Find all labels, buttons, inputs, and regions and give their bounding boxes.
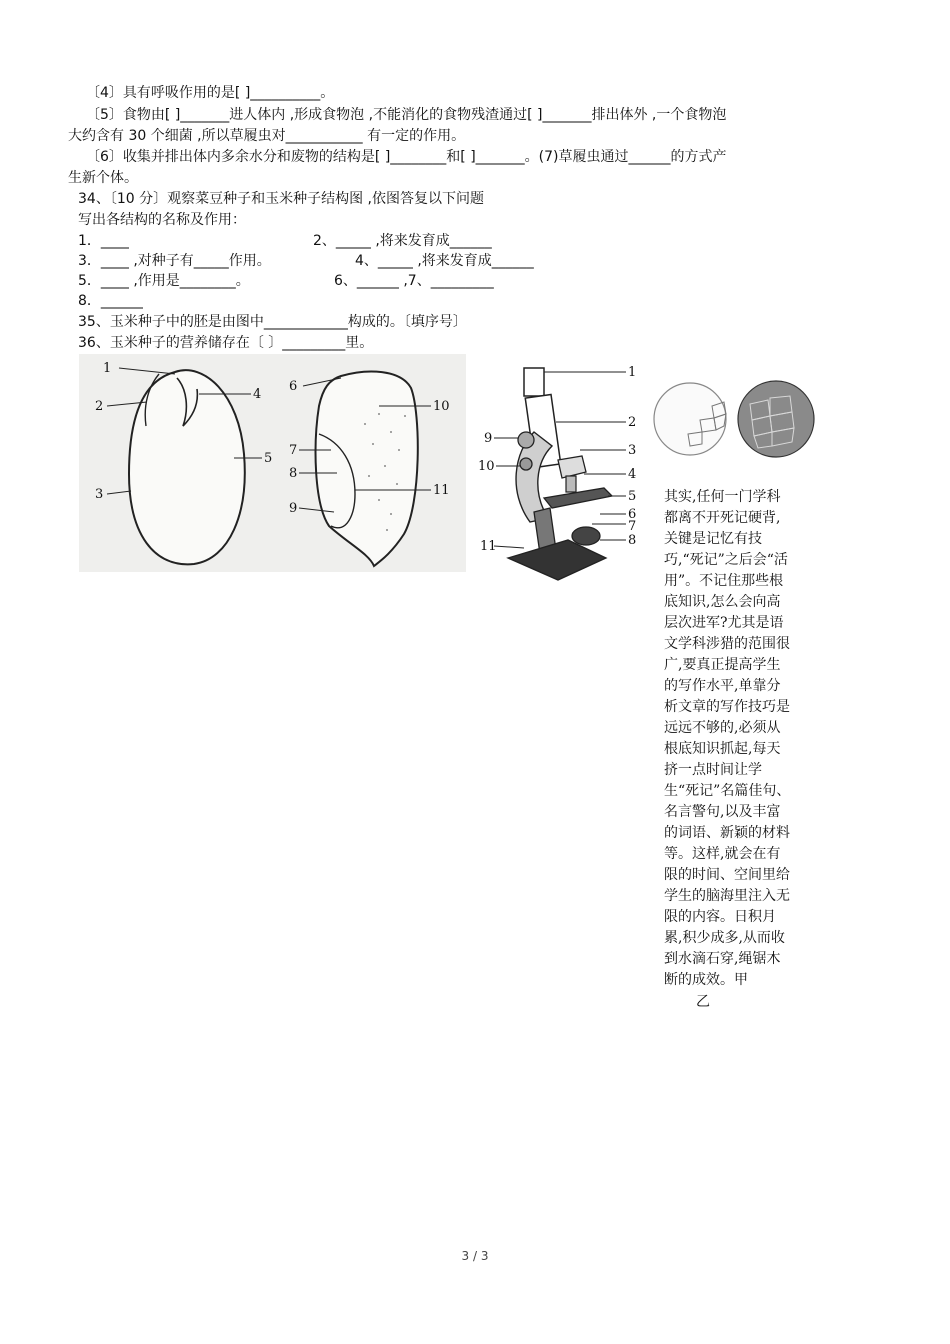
q4-line: 〔4〕具有呼吸作用的是[ ]__________。	[86, 85, 335, 101]
blank-8: 8．______	[78, 293, 143, 309]
corn-label-11: 11	[433, 483, 450, 498]
q34-subtitle: 写出各结构的名称及作用：	[78, 212, 246, 228]
corn-label-9: 9	[289, 501, 298, 516]
blank-6-7: 6、______ ,7、_________	[334, 273, 494, 289]
microscope-nosepiece	[558, 456, 586, 478]
blank-2: 2、_____ ,将来发育成______	[313, 233, 492, 249]
microscope-label-5: 5	[628, 489, 637, 504]
fine-focus-knob	[520, 458, 532, 470]
bean-label-3: 3	[95, 487, 104, 502]
microscope-label-1: 1	[628, 365, 637, 380]
microscope-views	[652, 376, 818, 462]
q35-line: 35、玉米种子中的胚是由图中____________构成的。〔填序号〕	[78, 314, 467, 330]
q6-line-b: 生新个体。	[68, 170, 138, 186]
q34-title: 34、〔10 分〕观察菜豆种子和玉米种子结构图 ,依图答复以下问题	[78, 191, 484, 207]
blank-5: 5．____ ,作用是________。	[78, 273, 250, 289]
blank-3: 3．____ ,对种子有_____作用。	[78, 253, 271, 269]
q5-line-b: 大约含有 30 个细菌 ,所以草履虫对___________ 有一定的作用。	[68, 128, 466, 144]
bean-label-1: 1	[103, 361, 112, 376]
q6-line-a: 〔6〕收集并排出体内多余水分和废物的结构是[ ]________和[ ]_______。(7)草履虫通过______的方式产	[86, 149, 727, 165]
microscope-figure	[474, 362, 644, 590]
corn-label-7: 7	[289, 443, 298, 458]
microscope-label-3: 3	[628, 443, 637, 458]
corn-label-8: 8	[289, 466, 298, 481]
corn-label-6: 6	[289, 379, 298, 394]
microscope-eyepiece	[524, 368, 544, 396]
microscope-stage	[544, 488, 612, 508]
microscope-label-11: 11	[480, 539, 497, 554]
coarse-focus-knob	[518, 432, 534, 448]
microscope-label-9: 9	[484, 431, 493, 446]
microscope-label-4: 4	[628, 467, 637, 482]
side-passage: 其实,任何一门学科都离不开死记硬背,关键是记忆有技巧,“死记”之后会“活用”。不记住那些根底知识,怎么会向高层次进军?尤其是语文学科涉猎的范围很广,要真正提高学生的写作水平,单靠分析文章的写作技巧是远远不够的,必须从根底知识抓起,每天挤一点时间让学生“死记”名篇佳句、名言警句,以及丰富的词语、新颖的材料等。这样,就会在有限的时间、空间里给学生的脑海里注入无限的内容。日积月累,积少成多,从而收到水滴石穿,绳锯木断的成效。甲	[664, 489, 791, 988]
blank-4: 4、_____ ,将来发育成______	[355, 253, 534, 269]
bean-label-2: 2	[95, 399, 104, 414]
bean-label-5: 5	[264, 451, 273, 466]
microscope-label-10: 10	[478, 459, 495, 474]
page-number: 3 / 3	[461, 1249, 489, 1263]
corn-label-10: 10	[433, 399, 450, 414]
microscope-mirror	[572, 527, 600, 545]
objective-lens	[566, 476, 576, 492]
seed-structure-figure	[79, 354, 466, 572]
microscope-label-6: 6	[628, 507, 637, 522]
microscope-label-2: 2	[628, 415, 637, 430]
blank-1: 1．____	[78, 233, 129, 249]
microscope-label-7: 7	[628, 519, 637, 534]
side-passage-tail: 乙	[696, 994, 710, 1010]
q5-line-a: 〔5〕食物由[ ]_______进人体内 ,形成食物泡 ,不能消化的食物残渣通过[ ]_______排出体外 ,一个食物泡	[86, 107, 727, 123]
bean-label-4: 4	[253, 387, 262, 402]
microscope-label-8: 8	[628, 533, 637, 548]
q36-line: 36、玉米种子的营养储存在〔 〕_________里。	[78, 335, 374, 351]
microscope-base	[508, 540, 606, 580]
